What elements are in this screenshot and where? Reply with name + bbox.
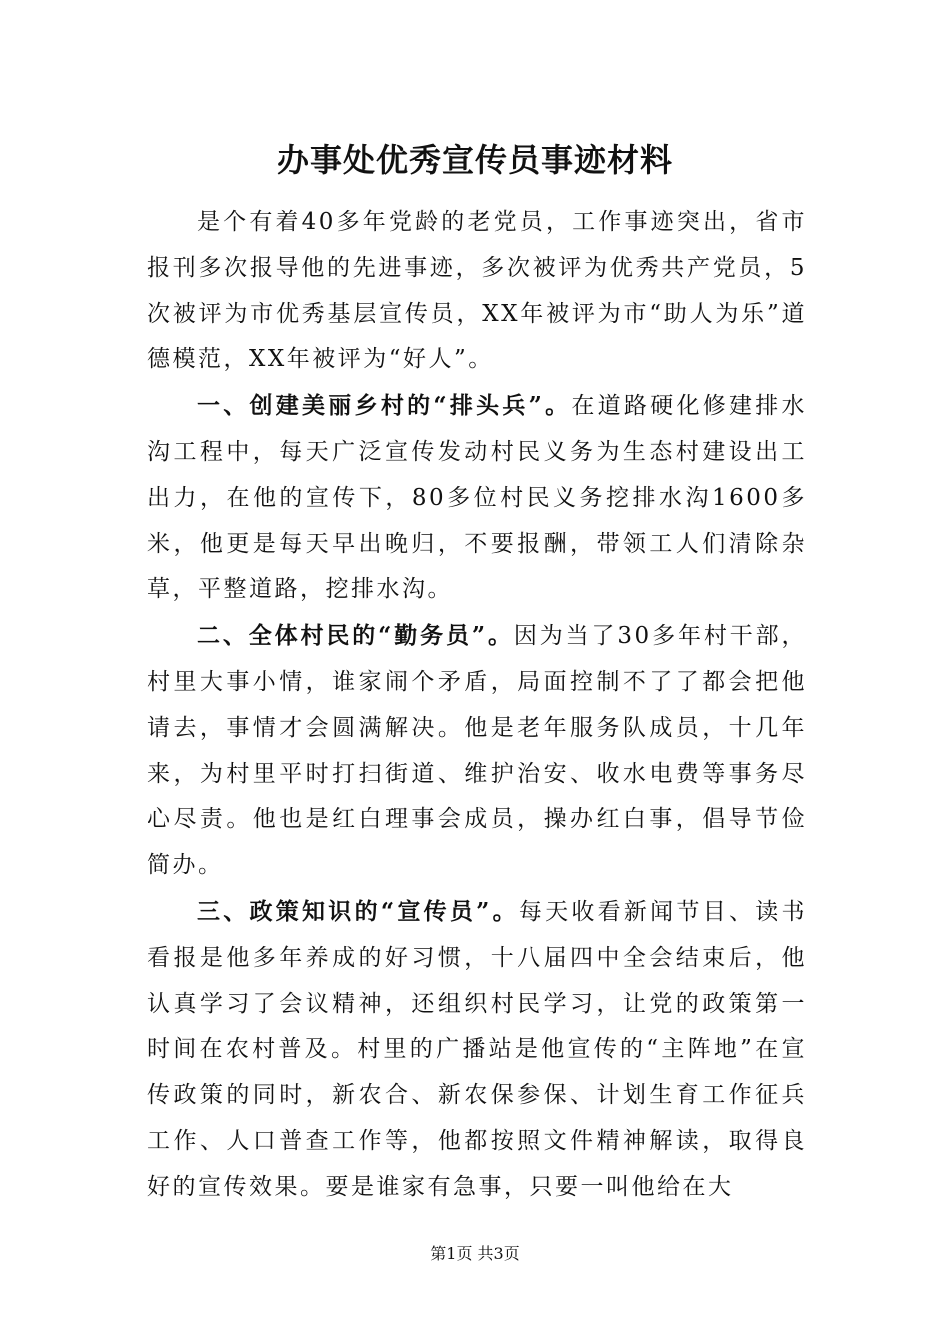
section-paragraph-3 [147,889,807,1211]
section-text-2: 因为当了30多年村干部，村里大事小情，谁家闹个矛盾，局面控制不了了都会把他请去，事情才会圆满解决。他是老年服务队成员，十几年来，为村里平时打扫街道、维护治安、收水电费等事务尽心尽责。他也是红白理事会成员，操办红白事，倡导节俭简办。 [147,623,807,879]
section-text-3: 每天收看新闻节目、读书看报是他多年养成的好习惯，十八届四中全会结束后，他认真学习了会议精神，还组织村民学习，让党的政策第一时间在农村普及。村里的广播站是他宣传的“主阵地”在宣传政策的同时，新农合、新农保参保、计划生育工作征兵工作、人口普查工作等，他都按照文件精神解读，取得良好的宣传效果。要是谁家有急事，只要一叫他给在大 [147,898,807,1200]
section-paragraph-1 [147,383,807,613]
page-number-footer: 第1页 共3页 [430,1244,520,1263]
document-body [147,200,807,1211]
section-heading-1: 一、创建美丽乡村的“排头兵”。 [197,392,572,420]
section-text-1: 在道路硬化修建排水沟工程中，每天广泛宣传发动村民义务为生态村建设出工出力，在他的宣传下，80多位村民义务挖排水沟1600多米，他更是每天早出晚归，不要报酬，带领工人们清除杂草，平整道路，挖排水沟。 [147,393,808,603]
section-heading-3: 三、政策知识的“宣传员”。 [197,897,519,925]
section-paragraph-2 [147,613,807,889]
intro-paragraph: 是个有着40多年党龄的老党员，工作事迹突出，省市报刊多次报导他的先进事迹，多次被评为优秀共产党员，5次被评为市优秀基层宣传员，XX年被评为市“助人为乐”道德模范，XX年被评为“好人”。 [147,209,807,373]
document-title: 办事处优秀宣传员事迹材料 [276,141,673,179]
section-heading-2: 二、全体村民的“勤务员”。 [197,622,514,650]
